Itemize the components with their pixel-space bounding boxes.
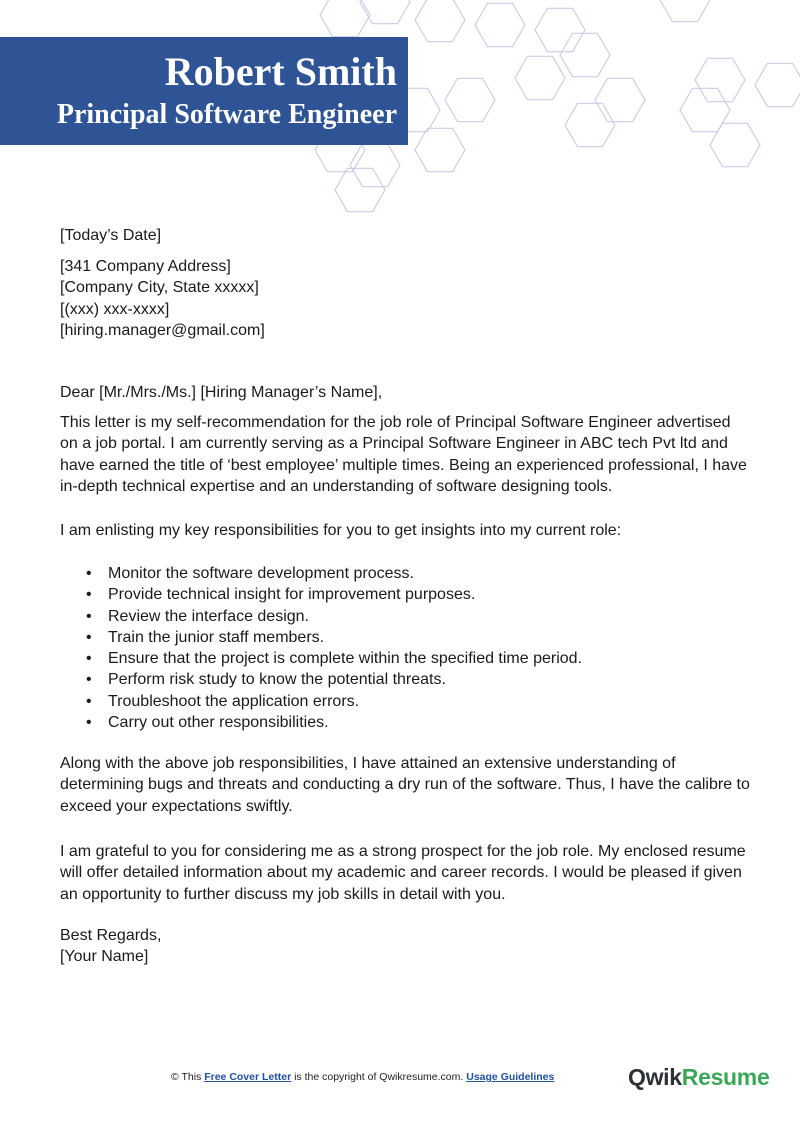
hexagon-shape [415,128,465,171]
list-item: • Ensure that the project is complete within the specified time period. [60,648,750,669]
hexagon-shape [695,58,745,101]
hexagon-shape [415,0,465,42]
header-banner [0,37,408,145]
date: [Today’s Date] [60,227,162,244]
hexagon-shape [595,78,645,121]
address-line: [hiring.manager@gmail.com] [60,321,265,339]
footer-copyright [171,1071,554,1083]
hexagon-shape [755,63,800,106]
list-item: • Provide technical insight for improvement purposes. [60,584,750,605]
paragraph-closing: I am grateful to you for considering me as a strong prospect for the job role. My enclosed resume will offer detailed information about my academic and career records. I would be pleased if given an opportunity to further discuss my job skills in detail with you. [60,843,746,903]
signature: [Your Name] [60,948,149,965]
list-item: • Perform risk study to know the potential threats. [60,669,750,690]
applicant-title: Principal Software Engineer [56,99,397,130]
address-line: [(xxx) xxx-xxxx] [60,300,170,318]
hexagon-shape [565,103,615,146]
address-line: [Company City, State xxxxx] [60,279,259,297]
hexagon-shape [515,56,565,99]
hexagon-shape [335,168,385,211]
logo-text-resume: Resume [681,1064,770,1090]
list-item: • Monitor the software development process. [60,563,750,584]
paragraph-responsibilities-intro: I am enlisting my key responsibilities for you to get insights into my current role: [60,522,622,539]
qwikresume-logo[interactable] [628,1064,769,1091]
recipient-address [60,256,750,341]
footer-text: is the copyright of Qwikresume.com. [291,1071,467,1083]
applicant-name: Robert Smith [164,49,397,94]
hexagon-shape [560,33,610,76]
hexagon-shape [710,123,760,166]
list-item: • Train the junior staff members. [60,627,750,648]
footer-text: © This [171,1071,205,1083]
list-item: • Review the interface design. [60,606,750,627]
hexagon-shape [445,78,495,121]
usage-guidelines-link[interactable]: Usage Guidelines [466,1071,555,1083]
hexagon-shape [660,0,710,22]
hexagon-shape [680,88,730,131]
list-item: • Troubleshoot the application errors. [60,691,750,712]
logo-text-qwik: Qwik [628,1064,682,1090]
responsibilities-list [60,563,750,733]
free-cover-letter-link[interactable]: Free Cover Letter [204,1071,292,1083]
list-item: • Carry out other responsibilities. [60,712,750,733]
salutation: Dear [Mr./Mrs./Ms.] [Hiring Manager’s Name], [60,384,383,401]
paragraph-intro: This letter is my self-recommendation for the job role of Principal Software Engineer advertised on a job portal. I am currently serving as a Principal Software Engineer in ABC tech Pvt ltd and have earned the title of ‘best employee’ multiple times. Being an experienced professional, I have in-depth technical expertise and an understanding of software designing tools. [60,414,747,495]
hexagon-shape [535,8,585,51]
hexagon-shape [350,143,400,186]
hexagon-shape [475,3,525,46]
paragraph-skills: Along with the above job responsibilities, I have attained an extensive understanding of determining bugs and threats and conducting a dry run of the software. Thus, I have the calibre to exceed your expectations swiftly. [60,755,750,815]
address-line: [341 Company Address] [60,258,231,275]
closing: Best Regards, [60,927,162,944]
